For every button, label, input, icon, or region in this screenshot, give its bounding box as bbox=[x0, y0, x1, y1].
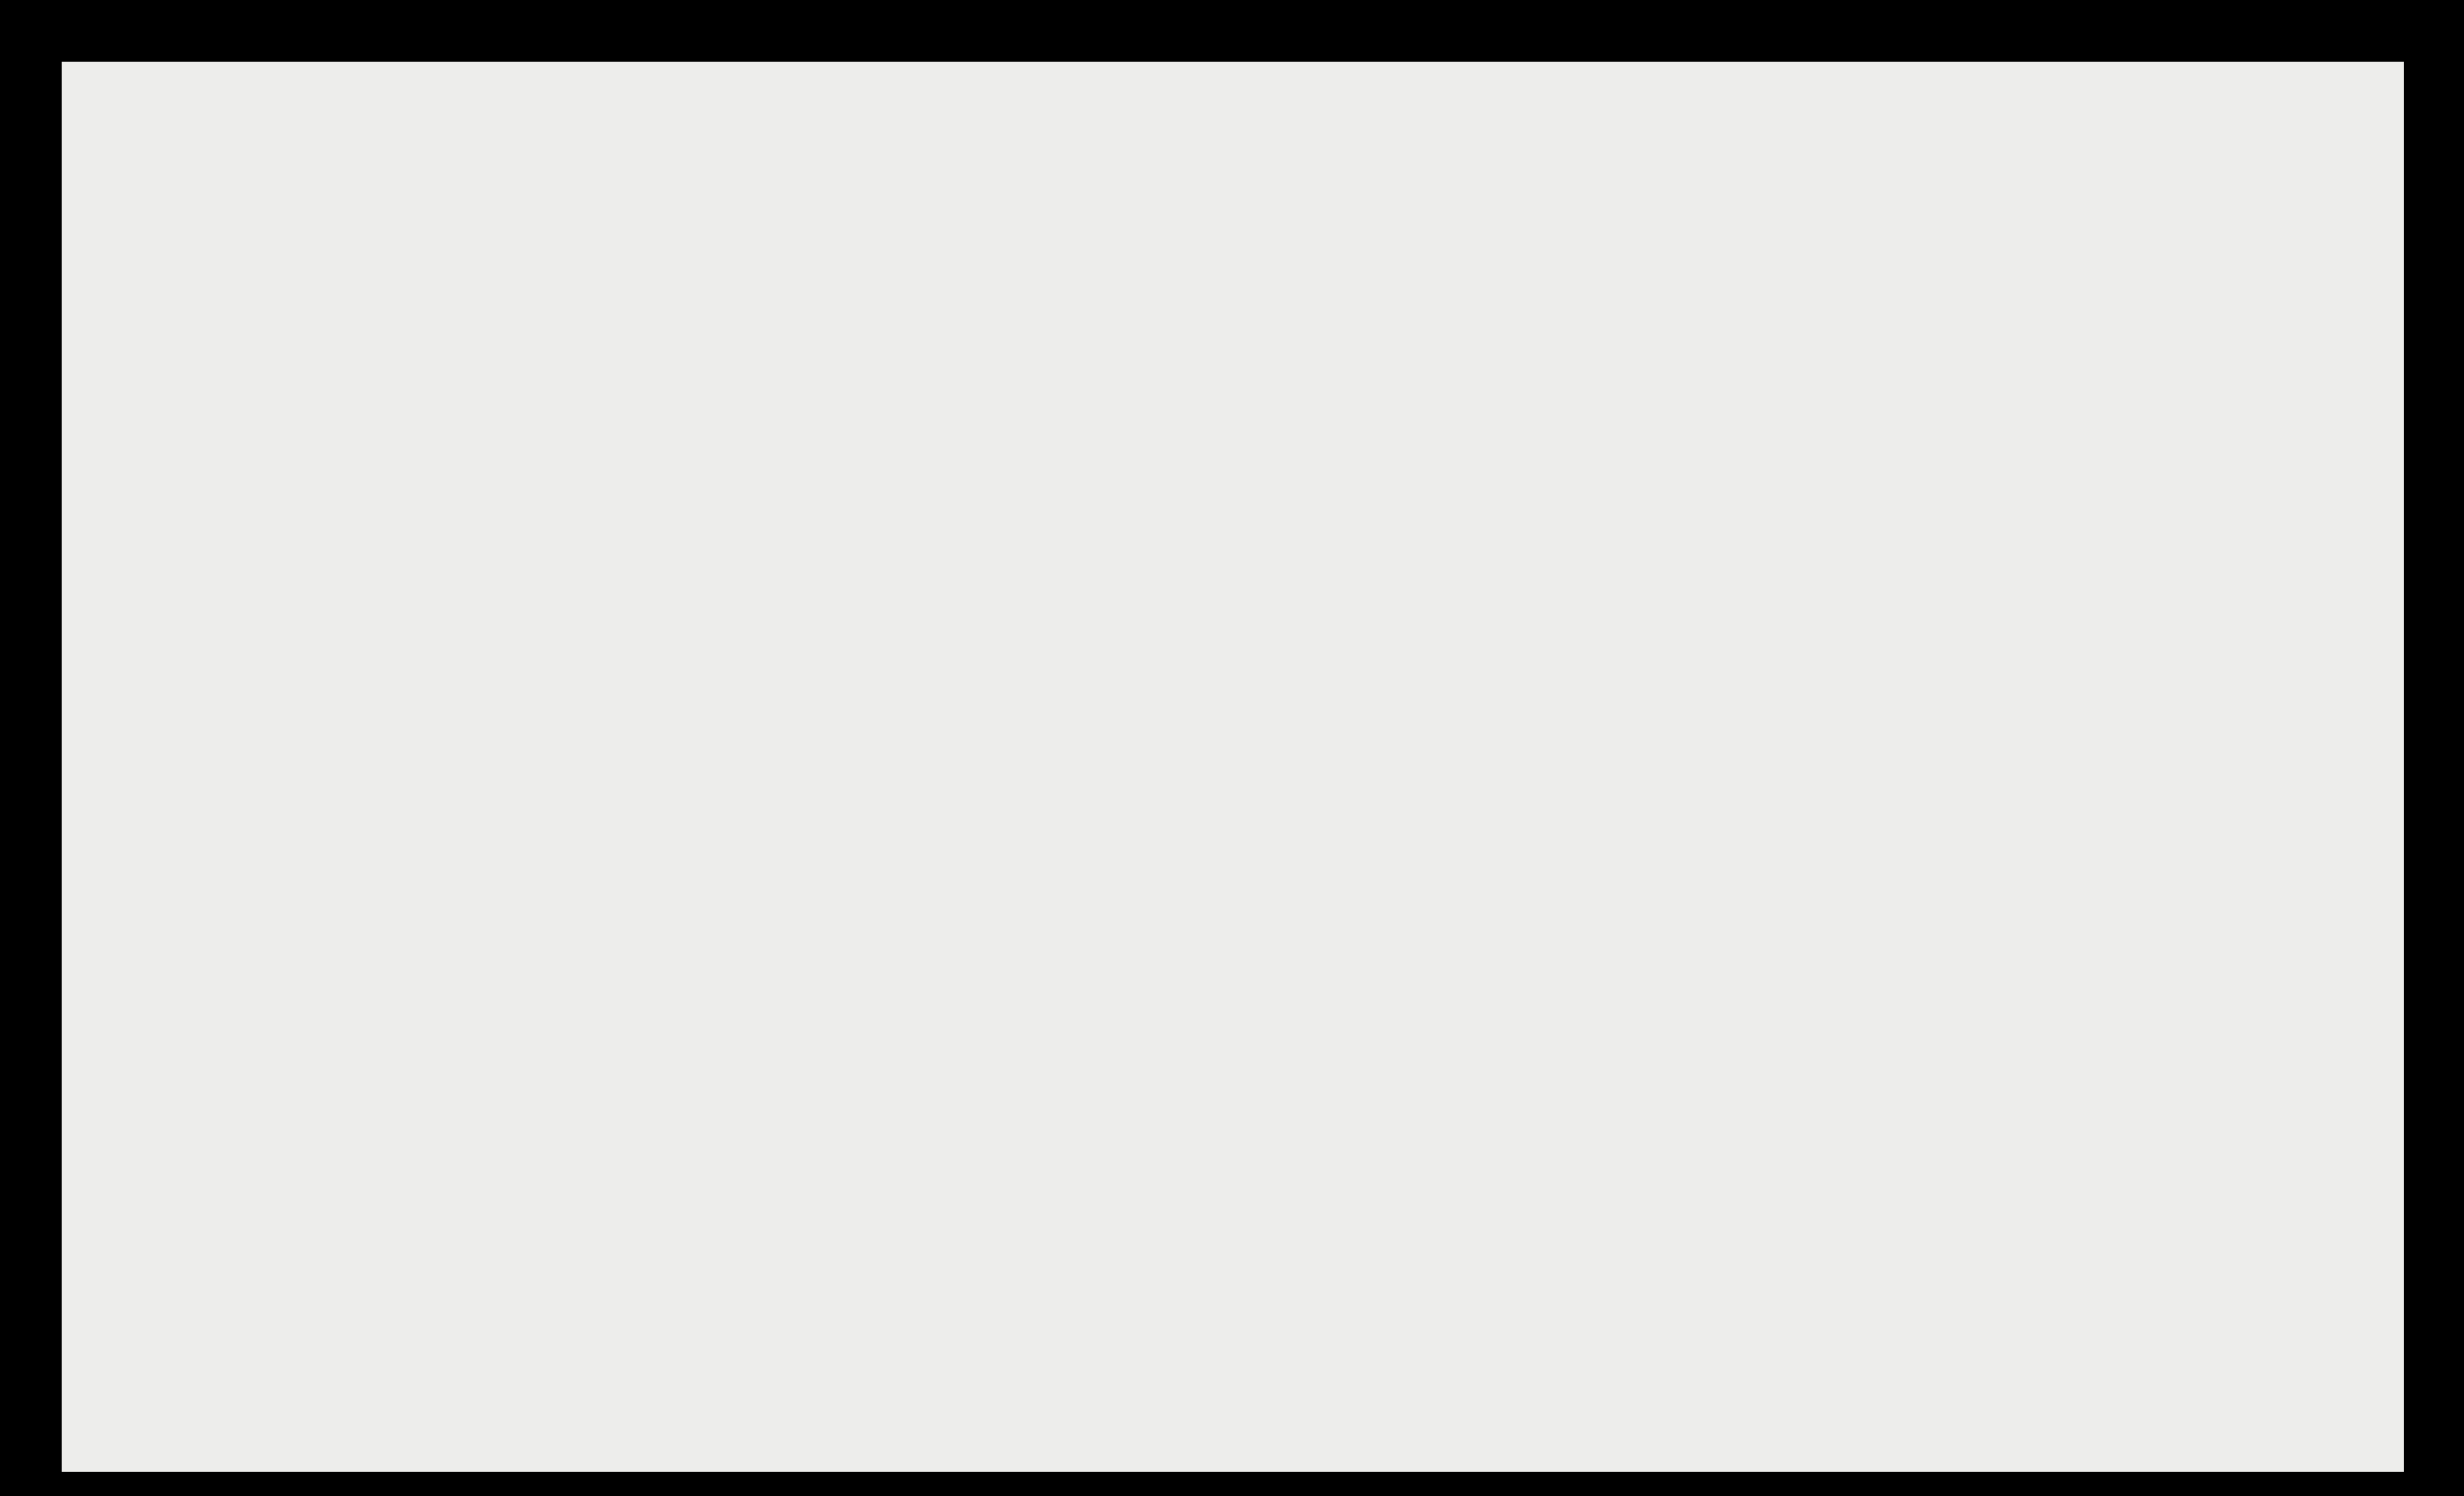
census-card bbox=[62, 62, 2404, 1472]
